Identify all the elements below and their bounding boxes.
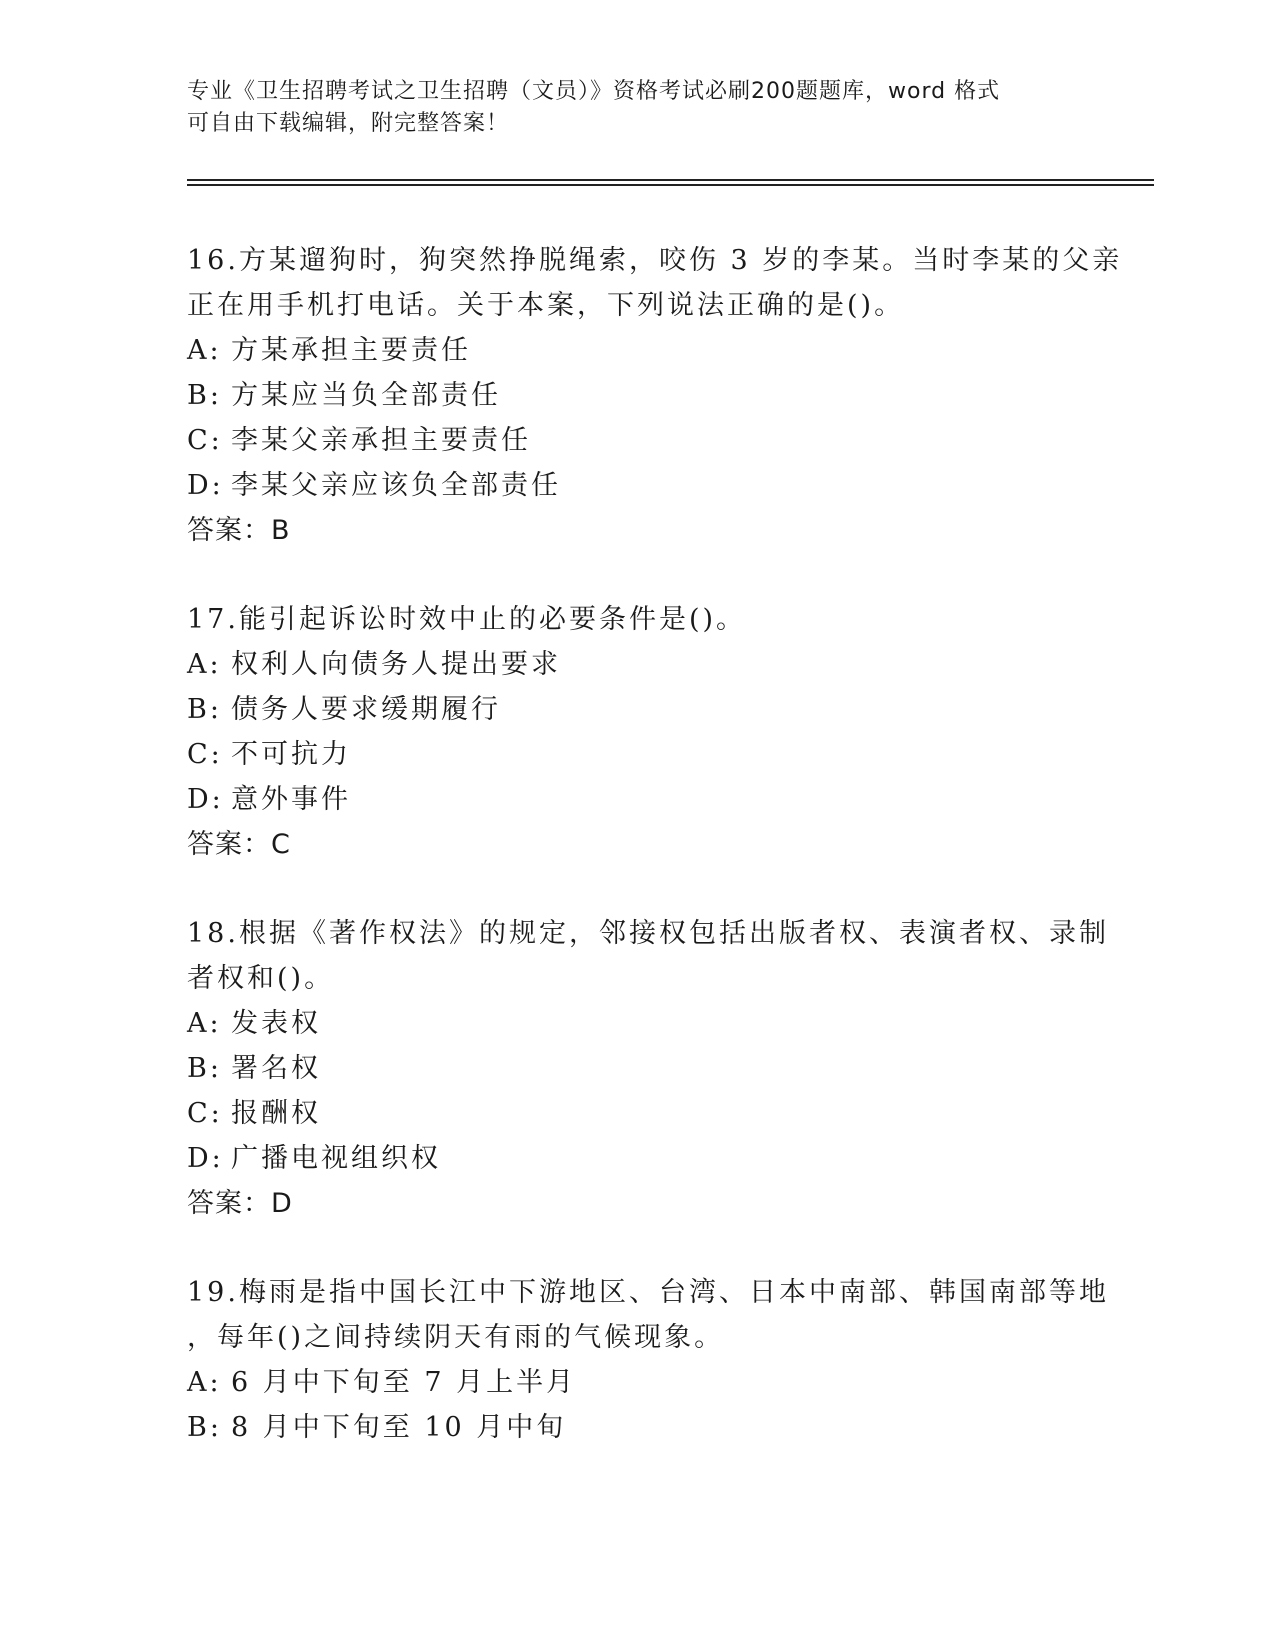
question-19 xyxy=(187,1270,1109,1450)
option-letter: C: xyxy=(187,1098,223,1129)
option-c xyxy=(187,418,1087,463)
option-a xyxy=(187,328,1087,373)
option-text: 李某父亲承担主要责任 xyxy=(231,425,531,456)
option-letter: A: xyxy=(187,1367,222,1398)
option-b xyxy=(187,1046,1087,1091)
option-c xyxy=(187,1091,1087,1136)
option-a xyxy=(187,1360,1087,1405)
option-letter: D: xyxy=(187,470,224,501)
option-letter: B: xyxy=(187,694,222,725)
option-a xyxy=(187,1001,1087,1046)
option-b xyxy=(187,373,1087,418)
question-16 xyxy=(187,238,1123,553)
answer-line: 答案：D xyxy=(187,1188,293,1219)
header-line-1: 专业《卫生招聘考试之卫生招聘（文员）》资格考试必刷200题题库，word 格式 xyxy=(187,79,1001,104)
option-letter: C: xyxy=(187,425,223,456)
option-text: 方某承担主要责任 xyxy=(231,335,471,366)
option-letter: A: xyxy=(187,335,222,366)
option-text: 权利人向债务人提出要求 xyxy=(231,649,561,680)
option-c xyxy=(187,732,1087,777)
option-letter: D: xyxy=(187,1143,224,1174)
question-stem-line: 者权和()。 xyxy=(187,963,335,994)
option-b xyxy=(187,1405,1087,1450)
option-d xyxy=(187,463,1087,508)
option-text: 报酬权 xyxy=(231,1098,321,1129)
option-letter: A: xyxy=(187,1008,222,1039)
answer-line: 答案：B xyxy=(187,515,291,546)
option-text: 广播电视组织权 xyxy=(231,1143,441,1174)
option-text: 债务人要求缓期履行 xyxy=(231,694,501,725)
question-stem-line: 19.梅雨是指中国长江中下游地区、台湾、日本中南部、韩国南部等地 xyxy=(187,1277,1109,1308)
header-divider-top xyxy=(187,179,1154,181)
option-a xyxy=(187,642,1087,687)
option-text: 方某应当负全部责任 xyxy=(231,380,501,411)
option-letter: C: xyxy=(187,739,223,770)
option-text: 李某父亲应该负全部责任 xyxy=(231,470,561,501)
option-text: 6 月中下旬至 7 月上半月 xyxy=(231,1367,577,1398)
question-stem-line: ，每年()之间持续阴天有雨的气候现象。 xyxy=(187,1322,725,1353)
question-17 xyxy=(187,597,1087,867)
option-d xyxy=(187,1136,1087,1181)
option-d xyxy=(187,777,1087,822)
question-18 xyxy=(187,911,1109,1226)
question-stem-line: 18.根据《著作权法》的规定，邻接权包括出版者权、表演者权、录制 xyxy=(187,918,1109,949)
header-divider-bottom xyxy=(187,184,1154,186)
option-text: 8 月中下旬至 10 月中旬 xyxy=(231,1412,567,1443)
option-text: 意外事件 xyxy=(231,784,351,815)
option-letter: B: xyxy=(187,1053,222,1084)
question-stem-line: 正在用手机打电话。关于本案，下列说法正确的是()。 xyxy=(187,290,905,321)
option-letter: A: xyxy=(187,649,222,680)
option-letter: D: xyxy=(187,784,224,815)
header-line-2: 可自由下载编辑，附完整答案！ xyxy=(187,111,510,136)
answer-line: 答案：C xyxy=(187,829,291,860)
option-text: 发表权 xyxy=(231,1008,321,1039)
option-b xyxy=(187,687,1087,732)
option-text: 不可抗力 xyxy=(231,739,351,770)
document-header xyxy=(187,76,1067,140)
question-stem-line: 17.能引起诉讼时效中止的必要条件是()。 xyxy=(187,604,747,635)
option-text: 署名权 xyxy=(231,1053,321,1084)
option-letter: B: xyxy=(187,1412,222,1443)
question-list xyxy=(187,238,1123,1494)
option-letter: B: xyxy=(187,380,222,411)
question-stem-line: 16.方某遛狗时，狗突然挣脱绳索，咬伤 3 岁的李某。当时李某的父亲 xyxy=(187,245,1123,276)
